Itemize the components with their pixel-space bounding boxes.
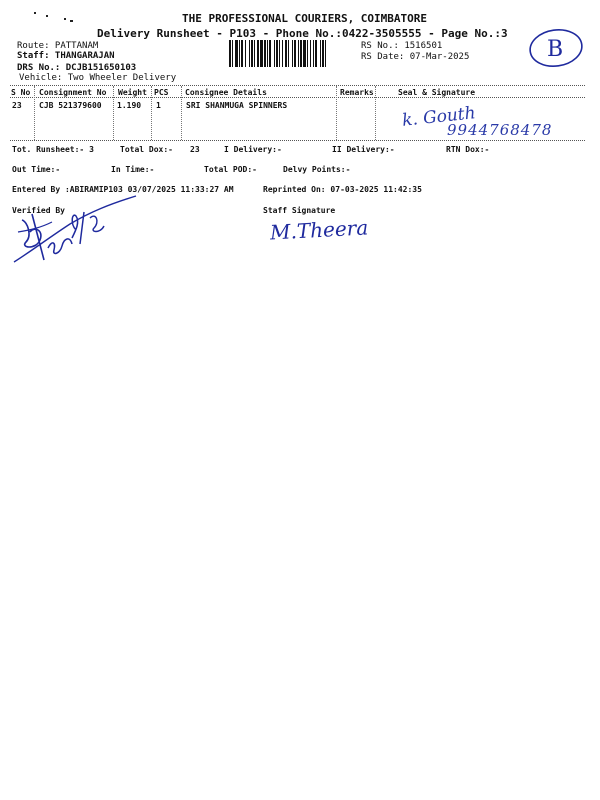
company-title: THE PROFESSIONAL COURIERS, COIMBATORE [182, 12, 428, 25]
staff-label: Staff: THANGARAJAN [17, 51, 115, 61]
col-header-consignee: Consignee Details [185, 88, 267, 97]
scan-speck [46, 15, 48, 17]
col-divider [375, 86, 376, 140]
page-mark-circle [526, 24, 586, 74]
scan-speck [70, 20, 73, 22]
verified-by-label: Verified By [12, 206, 65, 215]
delvy-points: Delvy Points:- [283, 165, 351, 174]
verified-by-signature [10, 192, 140, 272]
tot-runsheet: Tot. Runsheet:- 3 [12, 145, 94, 154]
col-header-sno: S No [11, 88, 31, 97]
total-dox-value: 23 [190, 145, 200, 154]
col-divider [336, 86, 337, 140]
col-header-signature: Seal & Signature [398, 88, 476, 97]
page-mark-letter: B [547, 37, 564, 62]
row-consignee: SRI SHANMUGA SPINNERS [186, 101, 288, 110]
barcode [229, 40, 355, 67]
col-divider [181, 86, 182, 140]
rtn-dox: RTN Dox:- [446, 145, 490, 154]
row-pcs: 1 [156, 101, 161, 110]
col-divider [113, 86, 114, 140]
barcode-bar [326, 40, 328, 67]
total-dox-label: Total Dox:- [120, 145, 173, 154]
table-bottom-rule [10, 140, 585, 141]
col-divider [34, 86, 35, 140]
route-label: Route: PATTANAM [17, 41, 99, 51]
entered-by: Entered By :ABIRAMIP103 03/07/2025 11:33:27 AM [12, 185, 234, 194]
vehicle-label: Vehicle: Two Wheeler Delivery [19, 73, 177, 83]
row-sno: 23 [12, 101, 22, 110]
runsheet-title: Delivery Runsheet - P103 - Phone No.:0422-3505555 - Page No.:3 [97, 27, 508, 40]
drs-number: DRS No.: DCJB151650103 [17, 63, 137, 73]
table-header-rule [10, 97, 585, 98]
receiver-phone-handwriting: 9944768478 [447, 121, 553, 139]
col-header-consignment: Consignment No [39, 88, 107, 97]
scan-speck [64, 18, 66, 20]
table-top-rule [10, 85, 585, 86]
ii-delivery: II Delivery:- [332, 145, 395, 154]
col-header-pcs: PCS [154, 88, 169, 97]
col-header-remarks: Remarks [340, 88, 374, 97]
staff-signature-handwriting: M.Theera [269, 215, 369, 245]
receiver-name-handwriting: k. Gouth [401, 103, 477, 131]
col-divider [151, 86, 152, 140]
in-time: In Time:- [111, 165, 155, 174]
out-time: Out Time:- [12, 165, 61, 174]
i-delivery: I Delivery:- [224, 145, 282, 154]
row-weight: 1.190 [117, 101, 142, 110]
staff-signature-label: Staff Signature [263, 206, 336, 215]
col-header-weight: Weight [118, 88, 147, 97]
reprinted-on: Reprinted On: 07-03-2025 11:42:35 [263, 185, 422, 194]
row-consignment-no: CJB 521379600 [39, 101, 102, 110]
scan-speck [34, 12, 36, 14]
rs-number: RS No.: 1516501 [361, 41, 443, 51]
total-pod: Total POD:- [204, 165, 257, 174]
rs-date: RS Date: 07-Mar-2025 [361, 52, 470, 62]
